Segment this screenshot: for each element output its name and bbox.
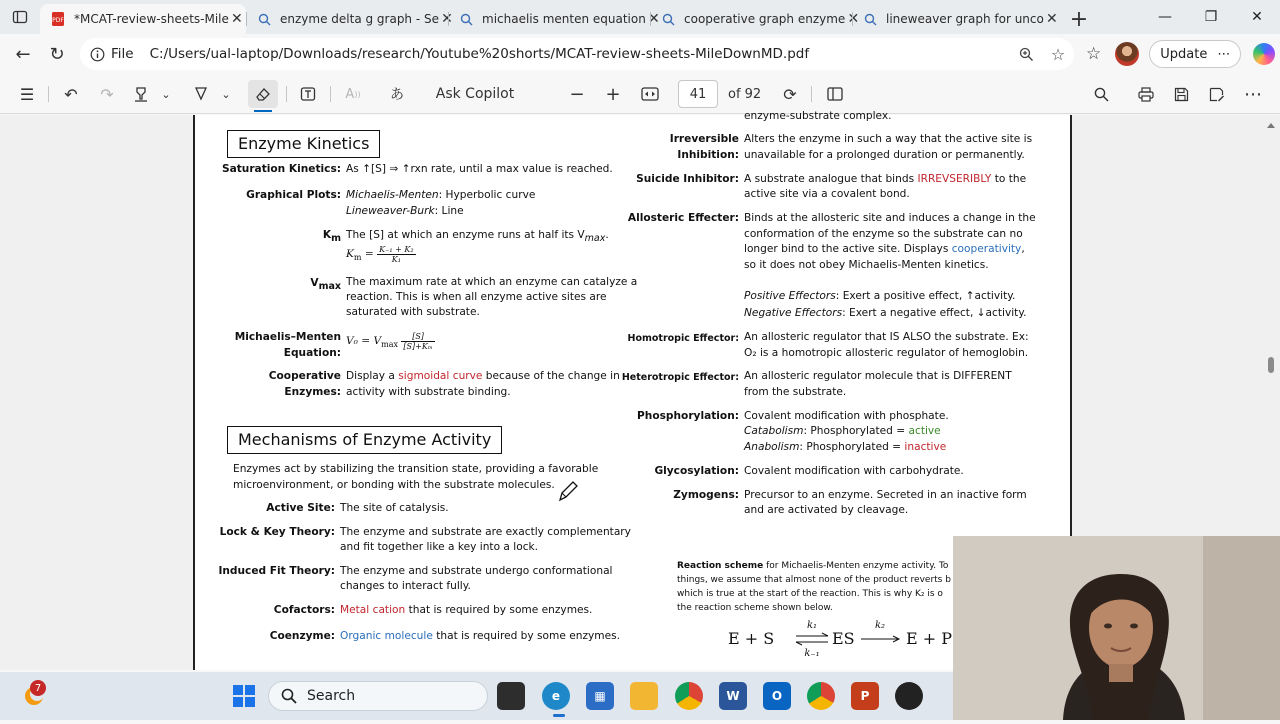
km-label-sub: m <box>331 233 341 245</box>
text-induced-fit-2: changes to interact fully. <box>340 580 471 592</box>
scheme-text-a: for Michaelis-Menten enzyme activity. To <box>763 561 949 571</box>
pdf-page <box>193 110 1072 670</box>
text-zymogens-2: and are activated by cleavage. <box>744 504 909 516</box>
tab-title: cooperative graph enzyme <box>684 12 846 26</box>
text-suicide-1 <box>744 172 1026 188</box>
url-text: C:/Users/ual-laptop/Downloads/research/Youtube%20shorts/MCAT-review-sheets-MileDownMD.pdf <box>149 46 810 62</box>
back-arrow-icon: ← <box>15 43 31 65</box>
translate-icon[interactable]: あ <box>390 87 404 103</box>
restore-button[interactable]: ❐ <box>1204 9 1218 25</box>
label-zymogens: Zymogens: <box>673 489 739 501</box>
text-zymogens-1: Precursor to an enzyme. Secreted in an inactive form <box>744 489 1027 501</box>
pdf-toolbar <box>0 74 1280 114</box>
text-allosteric-2: conformation of the enzyme so the substrate can no <box>744 228 1023 240</box>
print-icon[interactable] <box>1133 80 1159 108</box>
refresh-icon: ↻ <box>49 43 65 65</box>
text-vmax-3: saturated with substrate. <box>346 306 480 318</box>
text-michaelis-menten-plot <box>346 188 535 204</box>
text-negative-effectors <box>744 306 1026 322</box>
text-heterotropic-2: from the substrate. <box>744 386 847 398</box>
suicide-irreversibly: IRREVSERIBLY <box>917 173 992 185</box>
zoom-in-icon[interactable]: + <box>605 83 621 105</box>
coop-text-c: because of the change in <box>482 370 620 382</box>
scheme-k2: k₂ <box>874 620 886 631</box>
tab-lineweaver-graph[interactable] <box>852 4 1058 34</box>
catabolism-name: Catabolism <box>744 425 804 437</box>
anabolism-inactive: inactive <box>904 441 947 453</box>
label-lock-key: Lock & Key Theory: <box>219 526 335 538</box>
draw-dropdown-icon[interactable]: ⌄ <box>221 87 231 101</box>
text-anabolism <box>744 440 946 456</box>
label-cooperative-2: Enzymes: <box>284 386 341 398</box>
file-label: File <box>111 46 134 62</box>
label-cooperative-1: Cooperative <box>268 370 341 382</box>
windows-start-icon[interactable] <box>230 682 258 710</box>
search-icon <box>660 11 676 27</box>
search-icon <box>256 11 272 27</box>
allo-cooperativity: cooperativity <box>951 243 1022 255</box>
km-equation: $K_m$ = $\frac{\text{K₋₁ + K₂}}{\text{K₁}}$ <box>346 244 414 264</box>
allo-text-a: longer bind to the active site. Displays <box>744 243 952 255</box>
text-scheme-1 <box>677 559 948 573</box>
anabolism-name: Anabolism <box>744 441 800 453</box>
rotate-icon[interactable]: ⟳ <box>783 84 797 104</box>
text-scheme-2: things, we assume that almost none of the product reverts b <box>677 575 951 585</box>
app-icon[interactable] <box>895 682 923 710</box>
tab-title: *MCAT-review-sheets-Mile <box>74 12 229 26</box>
toolbar-divider <box>330 86 331 102</box>
avatar[interactable] <box>1115 42 1139 66</box>
km-text: The [S] at which an enzyme runs at half its V <box>346 229 585 241</box>
tab-strip <box>0 0 1280 34</box>
label-phosphorylation: Phosphorylation: <box>637 410 739 422</box>
edge-browser-icon[interactable]: e <box>542 682 570 710</box>
scroll-thumb[interactable] <box>1268 357 1274 373</box>
label-saturation-kinetics: Saturation Kinetics: <box>221 163 341 175</box>
text-heterotropic-1: An allosteric regulator molecule that is DIFFERENT <box>744 370 1012 382</box>
label-induced-fit: Induced Fit Theory: <box>218 565 335 577</box>
powerpoint-icon[interactable]: P <box>851 682 879 710</box>
text-induced-fit-1: The enzyme and substrate undergo conformational <box>340 565 613 577</box>
update-label: Update <box>1160 46 1208 62</box>
scheme-products: E + P <box>906 629 953 648</box>
zoom-icon[interactable] <box>1010 47 1042 62</box>
taskbar-search-label: Search <box>307 688 356 704</box>
text-cofactors <box>340 603 592 619</box>
allo-text-b: , <box>1021 243 1025 255</box>
tab-close-icon[interactable]: ✕ <box>1045 11 1058 27</box>
chrome-profile-icon[interactable] <box>807 682 835 710</box>
cofactor-metal-cation: Metal cation <box>340 604 406 616</box>
tab-michaelis-menten[interactable] <box>448 4 660 34</box>
save-icon[interactable] <box>1168 80 1194 108</box>
address-input[interactable] <box>80 38 1074 70</box>
label-km <box>195 228 341 247</box>
text-scheme-3: which is true at the start of the reaction. This is why K₂ is o <box>677 589 943 599</box>
text-suicide-2: active site via a covalent bond. <box>744 188 910 200</box>
scheme-k1: k₁ <box>806 620 818 631</box>
vmax-label-sub: max <box>318 281 341 293</box>
text-allosteric-3 <box>744 242 1025 258</box>
contents-icon[interactable]: ☰ <box>19 84 35 104</box>
search-icon <box>862 11 878 27</box>
task-view-icon[interactable] <box>497 682 525 710</box>
label-coenzyme: Coenzyme: <box>269 630 335 642</box>
copilot-icon[interactable] <box>1253 43 1275 65</box>
page-view-icon[interactable] <box>822 80 848 108</box>
suicide-text-a: A substrate analogue that binds <box>744 173 918 185</box>
label-allosteric-effecter: Allosteric Effecter: <box>627 212 739 224</box>
webcam-overlay <box>953 536 1280 720</box>
mm-eq-lhs: V₀ = V <box>346 335 382 347</box>
tab-pdf[interactable] <box>40 4 246 34</box>
catabolism-text: : Phosphorylated = <box>803 425 909 437</box>
search-icon[interactable] <box>1088 80 1114 108</box>
word-icon[interactable]: W <box>719 682 747 710</box>
km-eq-denominator: K₁ <box>391 254 401 264</box>
anabolism-text: : Phosphorylated = <box>799 441 905 453</box>
label-glycosylation: Glycosylation: <box>654 465 739 477</box>
text-top-cut: enzyme-substrate complex. <box>744 110 892 122</box>
coop-text-a: Display a <box>346 370 399 382</box>
suicide-text-b: to the <box>991 173 1027 185</box>
text-lock-key-1: The enzyme and substrate are exactly complementary <box>340 526 631 538</box>
search-icon <box>281 688 297 704</box>
scheme-title: Reaction scheme <box>677 561 764 571</box>
coenzyme-text: that is required by some enzymes. <box>432 630 621 642</box>
tab-title: lineweaver graph for unco <box>886 12 1044 26</box>
catabolism-active: active <box>908 425 941 437</box>
forward-arrow-icon <box>860 635 900 643</box>
text-active-site: The site of catalysis. <box>340 502 449 514</box>
search-icon <box>458 11 474 27</box>
text-phosphorylation: Covalent modification with phosphate. <box>744 410 949 422</box>
text-allosteric-4: so it does not obey Michaelis-Menten kinetics. <box>744 259 989 271</box>
more-dots-icon: ⋯ <box>1217 46 1231 62</box>
mm-desc: : Hyperbolic curve <box>438 189 536 201</box>
text-intro-1: Enzymes act by stabilizing the transition state, providing a favorable <box>233 463 599 475</box>
undo-icon[interactable]: ↶ <box>64 84 78 104</box>
text-box-icon[interactable] <box>295 80 321 108</box>
label-graphical-plots: Graphical Plots: <box>246 189 341 201</box>
update-button[interactable] <box>1149 40 1241 68</box>
text-km: The [S] at which an enzyme runs at half its $V_{max}$. <box>346 229 609 245</box>
mm-eq-numerator: [S] <box>401 332 434 342</box>
read-aloud-icon[interactable]: A )) <box>345 86 361 102</box>
heading-mechanisms: Mechanisms of Enzyme Activity <box>227 426 502 454</box>
label-irreversible-1: Irreversible <box>669 133 739 145</box>
equilibrium-arrows-icon <box>795 633 829 645</box>
text-vmax-1: The maximum rate at which an enzyme can catalyze a <box>346 276 638 288</box>
label-irreversible-2: Inhibition: <box>677 149 739 161</box>
lb-name: Lineweaver-Burk <box>346 205 435 217</box>
lb-desc: : Line <box>434 205 464 217</box>
address-bar-row <box>0 34 1280 74</box>
window-controls <box>1142 0 1280 34</box>
notification-badge: 7 <box>30 680 46 696</box>
mm-eq-fraction <box>401 332 434 351</box>
text-irreversible-2: unavailable for a prolonged duration or permanently. <box>744 149 1025 161</box>
text-cooperative-2: activity with substrate binding. <box>346 386 511 398</box>
tab-title: enzyme delta g graph - Se <box>280 12 439 26</box>
text-intro-2: microenvironment, or bonding with the substrate molecules. <box>233 479 555 491</box>
text-saturation-kinetics: As ↑[S] ⇒ ↑rxn rate, until a max value is reached. <box>346 163 613 175</box>
highlight-icon[interactable] <box>128 80 154 108</box>
more-options-icon[interactable]: ⋯ <box>1244 83 1262 105</box>
favorite-star-icon[interactable]: ☆ <box>1050 44 1066 64</box>
cofactor-text: that is required by some enzymes. <box>405 604 593 616</box>
file-explorer-icon[interactable] <box>630 682 658 710</box>
draw-icon[interactable] <box>188 80 214 108</box>
label-vmax <box>195 276 341 295</box>
km-text-sub: max <box>584 233 606 245</box>
text-scheme-4: the reaction scheme shown below. <box>677 603 833 613</box>
mm-eq-denominator: [S]+Kₘ <box>403 341 433 351</box>
redo-icon[interactable]: ↷ <box>100 84 114 104</box>
save-as-icon[interactable] <box>1204 80 1230 108</box>
page-number-input[interactable]: 41 <box>678 80 718 108</box>
coop-text-sigmoidal: sigmoidal curve <box>398 370 483 382</box>
tab-actions-icon <box>12 9 28 25</box>
toolbar-divider <box>286 86 287 102</box>
outlook-icon[interactable]: O <box>763 682 791 710</box>
profile-area <box>1086 38 1275 70</box>
text-homotropic-1: An allosteric regulator that IS ALSO the substrate. Ex: <box>744 331 1029 343</box>
zoom-out-icon[interactable]: − <box>569 83 585 105</box>
favorites-icon[interactable]: ☆ <box>1086 44 1102 64</box>
toolbar-divider <box>48 86 49 102</box>
text-vmax-2: reaction. This is when all enzyme active sites are <box>346 291 607 303</box>
tab-close-icon[interactable]: ✕ <box>231 11 243 27</box>
text-lineweaver-plot <box>346 204 464 220</box>
text-homotropic-2: O₂ is a homotropic allosteric regulator of hemoglobin. <box>744 347 1029 359</box>
mm-name: Michaelis-Menten <box>346 189 439 201</box>
text-lock-key-2: and fit together like a key into a lock. <box>340 541 539 553</box>
taskbar-search-box[interactable] <box>268 681 488 711</box>
eraser-icon[interactable] <box>248 80 278 108</box>
text-glycosylation: Covalent modification with carbohydrate. <box>744 465 964 477</box>
back-button[interactable] <box>6 38 40 70</box>
taskbar <box>0 672 953 720</box>
label-heterotropic: Heterotropic Effector: <box>621 372 739 383</box>
vmax-label-text: V <box>310 277 319 289</box>
negative-effectors-name: Negative Effectors <box>744 307 843 319</box>
tab-close-icon[interactable]: ✕ <box>847 11 860 27</box>
km-eq-numerator: K₋₁ + K₂ <box>379 244 414 254</box>
active-app-indicator <box>553 714 565 717</box>
tab-close-icon[interactable]: ✕ <box>441 11 453 27</box>
text-coenzyme <box>340 629 620 645</box>
highlight-dropdown-icon[interactable]: ⌄ <box>161 87 171 101</box>
scheme-complex: ES <box>832 629 855 648</box>
tab-title: michaelis menten equation <box>482 12 646 26</box>
fit-width-icon[interactable] <box>637 80 663 108</box>
pen-cursor-icon <box>557 479 579 503</box>
scroll-up-arrow-icon[interactable] <box>1267 123 1275 128</box>
plus-icon: + <box>1069 6 1089 32</box>
minimize-button[interactable]: — <box>1158 9 1172 25</box>
page-total: of 92 <box>728 87 762 102</box>
tab-actions-menu-button[interactable] <box>0 0 40 34</box>
km-eq-fraction <box>377 245 415 264</box>
svg-text:PDF: PDF <box>52 17 64 24</box>
coenzyme-organic-molecule: Organic molecule <box>340 630 433 642</box>
heading-enzyme-kinetics: Enzyme Kinetics <box>227 130 380 158</box>
km-label-text: K <box>322 229 332 241</box>
text-positive-effectors <box>744 289 1015 305</box>
text-cooperative-1 <box>346 369 620 385</box>
new-tab-button[interactable] <box>1064 4 1094 34</box>
tab-enzyme-delta-g[interactable] <box>246 4 453 34</box>
refresh-button[interactable] <box>40 38 74 70</box>
store-icon[interactable]: ▦ <box>586 682 614 710</box>
positive-effectors-name: Positive Effectors <box>744 290 836 302</box>
tab-close-icon[interactable]: ✕ <box>647 11 660 27</box>
ask-copilot-button[interactable]: Ask Copilot <box>435 86 515 102</box>
info-icon <box>90 47 105 62</box>
negative-effectors-text: : Exert a negative effect, ↓activity. <box>842 307 1027 319</box>
km-eq-lhs: K <box>346 248 354 260</box>
presenter-video-image <box>953 536 1280 720</box>
pdf-icon <box>50 11 66 27</box>
text-catabolism <box>744 424 941 440</box>
label-active-site: Active Site: <box>266 502 335 514</box>
toolbar-divider <box>811 86 812 102</box>
label-mm-equation-1: Michaelis–Menten <box>234 331 341 343</box>
tab-cooperative-graph[interactable] <box>650 4 860 34</box>
scheme-reactants: E + S <box>728 629 775 648</box>
label-cofactors: Cofactors: <box>273 604 335 616</box>
positive-effectors-text: : Exert a positive effect, ↑activity. <box>835 290 1016 302</box>
label-mm-equation-2: Equation: <box>283 347 341 359</box>
text-irreversible-1: Alters the enzyme in such a way that the active site is <box>744 133 1033 145</box>
mm-equation: $V_0 = V_{max}$ $\frac{[S]}{\text{[S]+Kₘ}}$ <box>346 331 433 351</box>
text-allosteric-1: Binds at the allosteric site and induces a change in the <box>744 212 1036 224</box>
label-homotropic: Homotropic Effector: <box>627 333 739 344</box>
label-suicide-inhibitor: Suicide Inhibitor: <box>636 173 739 185</box>
close-window-button[interactable]: ✕ <box>1251 9 1263 25</box>
scheme-k-minus-1: k₋₁ <box>804 648 820 659</box>
chrome-icon[interactable] <box>675 682 703 710</box>
